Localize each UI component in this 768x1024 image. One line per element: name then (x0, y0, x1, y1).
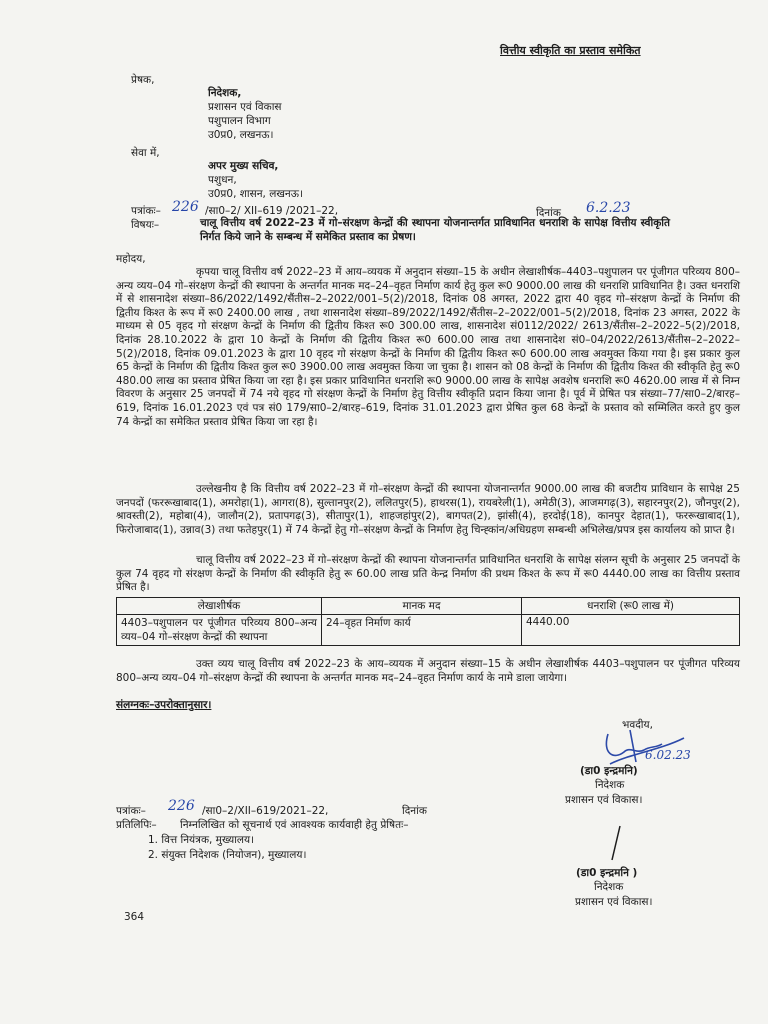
reference-date-handwritten: 6.2.23 (586, 200, 631, 216)
copy-label: प्रतिलिपिः– (116, 819, 157, 831)
signatory-office: प्रशासन एवं विकास। (565, 794, 643, 806)
copy-item: 2. संयुक्त निदेशक (नियोजन), मुख्यालय। (148, 849, 307, 861)
copy-reference-date-label: दिनांक (402, 805, 427, 817)
sender-designation: निदेशक, (208, 87, 242, 99)
table-header-cell: लेखाशीर्षक (117, 598, 322, 615)
table-cell: 4440.00 (522, 615, 740, 646)
reference-suffix: /सा0–2/ XII–619 /2021–22, (205, 205, 339, 217)
bottom-signatory-designation: निदेशक (594, 881, 624, 893)
closing-regards: भवदीय, (622, 719, 653, 731)
sender-line: प्रशासन एवं विकास (208, 101, 282, 113)
page-number: 364 (124, 911, 145, 923)
budget-table (116, 597, 740, 646)
copy-item: 1. वित्त नियंत्रक, मुख्यालय। (148, 834, 255, 846)
copy-reference-suffix: /सा0–2/XII–619/2021–22, (202, 805, 329, 817)
body-paragraph: चालू वित्तीय वर्ष 2022–23 में गो–संरक्षण केन्द्रों की स्थापना योजनान्तर्गत प्राविधानित धनराशि के सापेक्ष संलग्न सूची के अनुसार 25 जनपदों के कुल 74 वृहद गो संरक्षण केन्द्रों के निर्माण की स्वीकृति हेतु रू 60.00 लाख प्रति केन्द्र निर्माण की प्रथम किश्त के रूप में रू0 4440.00 लाख का वित्तीय प्रस्ताव प्रेषित है। (116, 554, 740, 594)
recipient-line: पशुधन, (208, 174, 237, 186)
enclosure-note: संलग्नकः–उपरोक्तानुसार। (116, 699, 212, 711)
copy-reference-prefix: पत्रांकः– (116, 805, 146, 817)
subject-label: विषयः– (131, 219, 160, 231)
subject-text: चालू वित्तीय वर्ष 2022–23 में गो–संरक्षण केन्द्रों की स्थापना योजनान्तर्गत प्राविधानित धनराशि के सापेक्ष वित्तीय स्वीकृति निर्गत किये जाने के सम्बन्ध में समेकित प्रस्ताव का प्रेषण। (200, 217, 670, 243)
signatory-designation: निदेशक (595, 779, 625, 791)
table-row (117, 615, 740, 646)
table-cell: 24–वृहत निर्माण कार्य (322, 615, 522, 646)
table-header-cell: धनराशि (रू0 लाख में) (522, 598, 740, 615)
table-header-cell: मानक मद (322, 598, 522, 615)
closing-paragraph: उक्त व्यय चालू वित्तीय वर्ष 2022–23 के आय–व्ययक में अनुदान संख्या–15 के अधीन लेखाशीर्षक 4403–पशुपालन पर पूंजीगत परिव्यय 800–अन्य व्यय–04 गो–संरक्षण केन्द्रों की स्थापना के अन्तर्गत मानक मद–24–वृहत निर्माण कार्य के नामे डाला जायेगा। (116, 658, 740, 684)
signature-date-handwritten: 6.02.23 (645, 748, 691, 762)
body-paragraph: कृपया चालू वित्तीय वर्ष 2022–23 में आय–व्ययक में अनुदान संख्या–15 के अधीन लेखाशीर्षक–4403–पशुपालन पर पूंजीगत परिव्यय 800–अन्य व्यय–04 गो–संरक्षण केन्द्रों की स्थापना के अन्तर्गत मानक मद–24–वृहत निर्माण कार्य हेतु कुल रू0 9000.00 लाख की धनराशि प्राविधानित है। उक्त धनराशि में से शासनादेश संख्या–86/2022/1492/सैंतीस–2–2022/001–5(2)/2018, दिनांक 08 अगस्त, 2022 द्वारा 40 वृहद गो–संरक्षण केन्द्रों के निर्माण की द्वितीय किश्त के रूप में रू0 2400.00 लाख , तथा शासनादेश संख्या–89/2022/1492/सैंतीस–2–2022/001–5(2)/2018, दिनांक 23 अगस्त, 2022 के माध्यम से 05 वृहद गो संरक्षण केन्द्रों के निर्माण की द्वितीय किश्त रू0 300.00 लाख, शासनादेश सं0112/2022/ 2613/सैंतीस–2–2022–5(2)/2018, दिनांक 28.10.2022 के द्वारा 10 केन्द्रों के निर्माण की द्वितीय किश्त रू0 600.00 लाख तथा शासनादेश सं0–04/2022/2613/सैंतीस–2–2022–5(2)/2018, दिनांक 09.01.2023 के द्वारा 10 वृहद गो संरक्षण केन्द्रों के निर्माण की द्वितीय किश्त रू0 600.00 लाख अवमुक्त किया गया है। इस प्रकार कुल 65 केन्द्रों के निर्माण की द्वितीय किश्त कुल रू0 3900.00 लाख अवमुक्त किया जा चुका है। शासन को 08 केन्द्रों के निर्माण की द्वितीय किश्त की स्वीकृति हेतु रू0 480.00 लाख का प्रस्ताव प्रेषित किया जा रहा है। इस प्रकार प्राविधानित धनराशि रू0 9000.00 लाख के सापेक्ष अवशेष धनराशि रू0 4620.00 लाख में से निम्न विवरण के अनुसार 25 जनपदों में 74 नये वृहद गो संरक्षण केन्द्रों के निर्माण हेतु वित्तीय स्वीकृति प्रदान किया जाना है। पूर्व में प्रेषित पत्र संख्या–77/सा0–2/बारह–619, दिनांक 16.01.2023 एवं पत्र सं0 179/सा0–2/बारह–619, दिनांक 31.01.2023 द्वारा प्रेषित कुल 68 केन्द्रों के प्रस्ताव को सम्मिलित करते हुए कुल 74 केन्द्रों का समेकित प्रस्ताव प्रेषित किया जा रहा है। (116, 266, 740, 428)
recipient-label: सेवा में, (131, 147, 160, 159)
copy-intro: निम्नलिखित को सूचनार्थ एवं आवश्यक कार्यवाही हेतु प्रेषितः– (180, 819, 409, 831)
sender-line: पशुपालन विभाग (208, 115, 271, 127)
copy-reference-number-handwritten: 226 (168, 798, 195, 814)
recipient-line: उ0प्र0, शासन, लखनऊ। (208, 188, 303, 200)
initial-mark (606, 824, 626, 864)
document-header-title: वित्तीय स्वीकृति का प्रस्ताव समेकित (500, 44, 641, 57)
recipient-designation: अपर मुख्य सचिव, (208, 160, 279, 172)
body-paragraph: उल्लेखनीय है कि वित्तीय वर्ष 2022–23 में गो–संरक्षण केन्द्रों की स्थापना योजनान्तर्गत 9000.00 लाख की बजटीय प्राविधान के सापेक्ष 25 जनपदों (फररूखाबाद(1), अमरोहा(1), आगरा(8), सुल्तानपुर(2), ललितपुर(5), हाथरस(1), रायबरेली(1), अमेठी(3), आजमगढ़(3), सहारनपुर(2), जौनपुर(2), श्रावस्ती(2), महोबा(4), जालौन(2), प्रतापगढ़(3), सीतापुर(1), शाहजहांपुर(2), बागपत(2), झांसी(4), हरदोई(18), कानपुर देहात(1), फररूखाबाद(1), फिरोजाबाद(1), उन्नाव(3) तथा फतेहपुर(1) में 74 केन्द्रों हेतु गो–संरक्षण केन्द्रों के निर्माण हेतु चिन्ह्कांन/अधिग्रहण सम्बन्धी अभिलेख/प्रपत्र इस कार्यालय को प्राप्त है। (116, 483, 740, 536)
reference-number-handwritten: 226 (172, 199, 199, 215)
table-header-row (117, 598, 740, 615)
bottom-signatory-office: प्रशासन एवं विकास। (575, 896, 653, 908)
salutation: महोदय, (116, 253, 146, 265)
sender-label: प्रेषक, (131, 74, 155, 86)
sender-line: उ0प्र0, लखनऊ। (208, 129, 274, 141)
signatory-name: (डा0 इन्द्रमनि) (580, 765, 638, 777)
reference-date-label: दिनांक (536, 207, 561, 219)
table-cell: 4403–पशुपालन पर पूंजीगत परिव्यय 800–अन्य व्यय–04 गो–संरक्षण केन्द्रों की स्थापना (117, 615, 322, 646)
reference-prefix: पत्रांकः– (131, 205, 161, 217)
bottom-signatory-name: (डा0 इन्द्रमनि ) (576, 867, 638, 879)
